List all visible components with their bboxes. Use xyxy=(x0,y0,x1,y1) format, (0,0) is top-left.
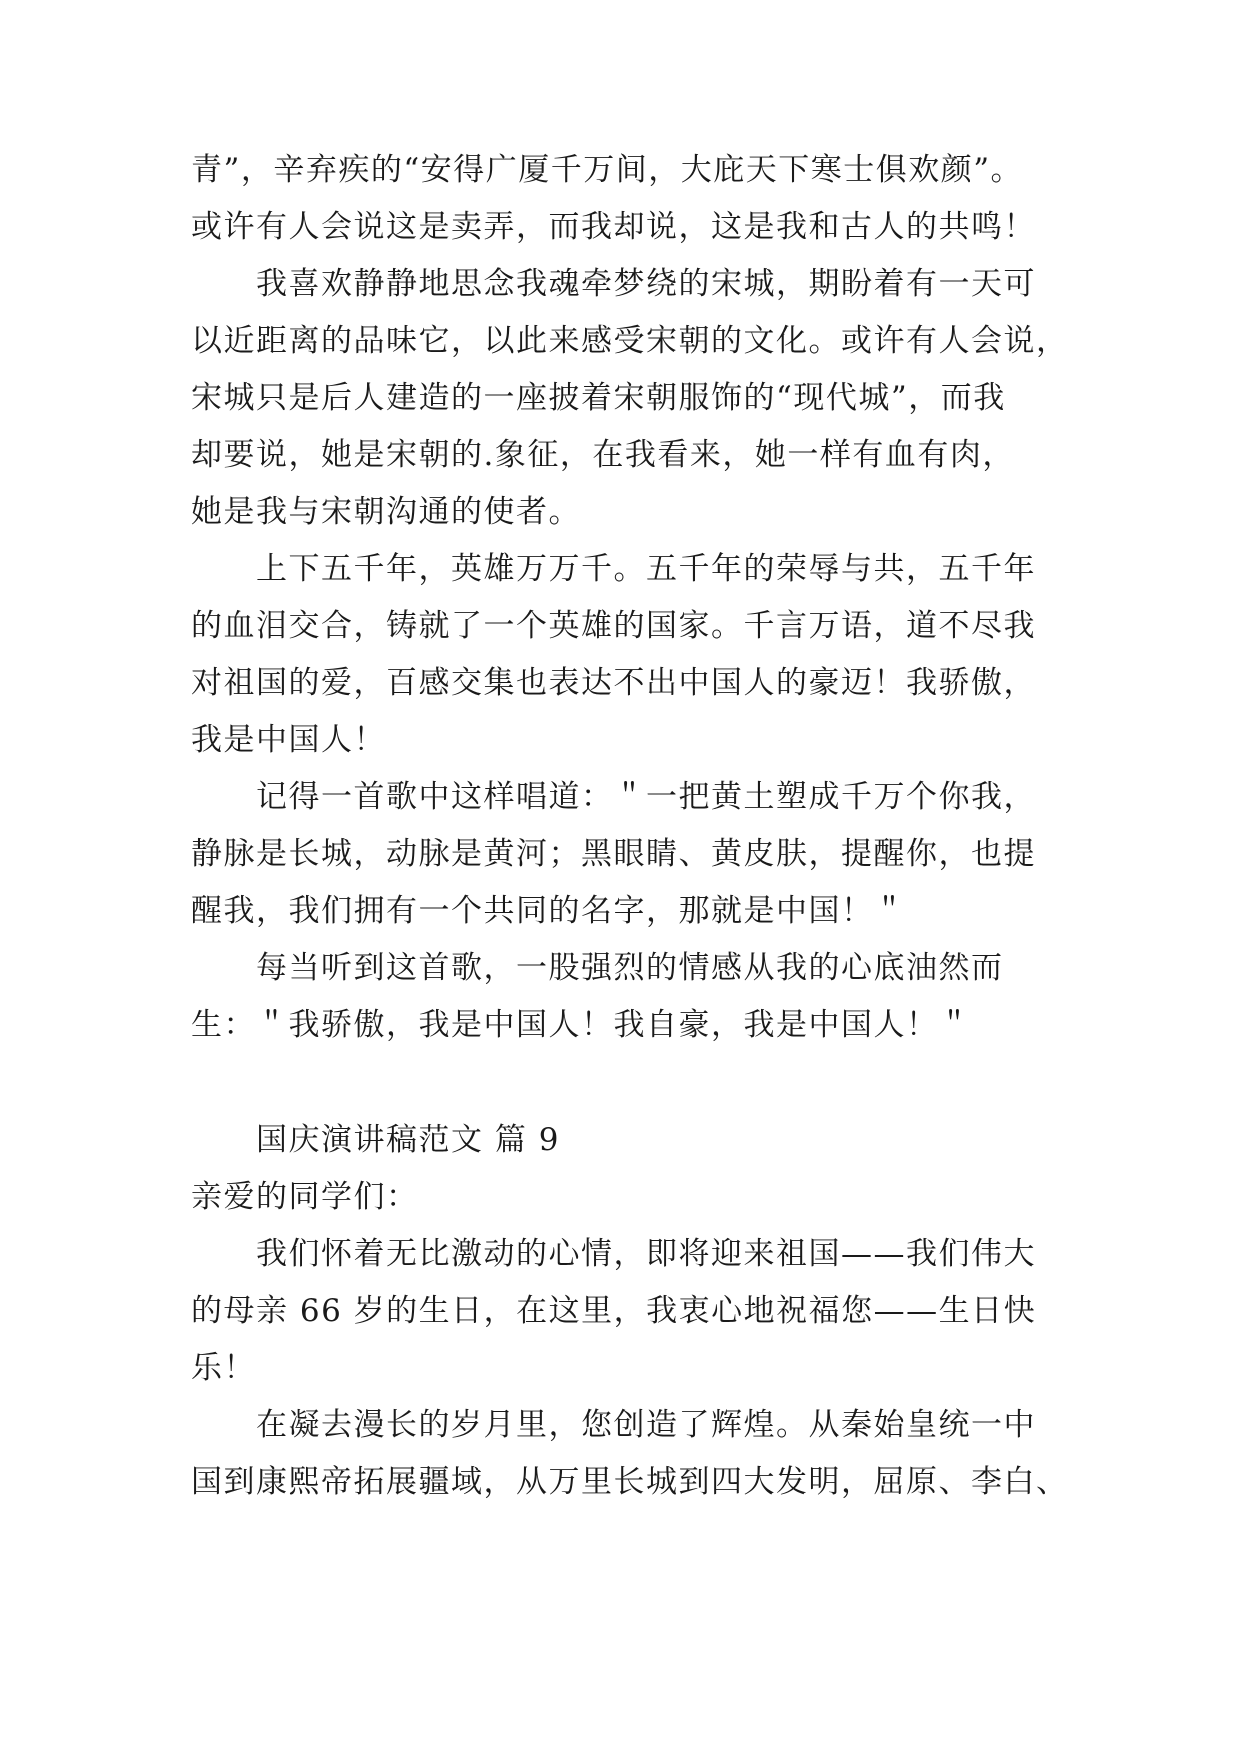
text-line: 的血泪交合，铸就了一个英雄的国家。千言万语，道不尽我 xyxy=(191,608,1036,644)
text-line: 醒我，我们拥有一个共同的名字，那就是中国！＂ xyxy=(191,893,906,929)
text-line: 的母亲 66 岁的生日，在这里，我衷心地祝福您——生日快 xyxy=(191,1293,1037,1329)
paragraph-first-line: 我们怀着无比激动的心情，即将迎来祖国——我们伟大 xyxy=(256,1236,1036,1272)
text-line: 对祖国的爱，百感交集也表达不出中国人的豪迈！我骄傲， xyxy=(191,665,1036,701)
paragraph-first-line: 我喜欢静静地思念我魂牵梦绕的宋城，期盼着有一天可 xyxy=(256,266,1036,302)
salutation: 亲爱的同学们： xyxy=(191,1179,419,1215)
text-line: 乐！ xyxy=(191,1350,256,1386)
text-line: 青”，辛弃疾的“安得广厦千万间，大庇天下寒士俱欢颜”。 xyxy=(191,152,1024,188)
text-line: 或许有人会说这是卖弄，而我却说，这是我和古人的共鸣！ xyxy=(191,209,1036,245)
text-line: 静脉是长城，动脉是黄河；黑眼睛、黄皮肤，提醒你，也提 xyxy=(191,836,1036,872)
text-line: 却要说，她是宋朝的.象征，在我看来，她一样有血有肉， xyxy=(191,437,1015,473)
text-line: 宋城只是后人建造的一座披着宋朝服饰的“现代城”，而我 xyxy=(191,380,1006,416)
paragraph-first-line: 每当听到这首歌，一股强烈的情感从我的心底油然而 xyxy=(256,950,1004,986)
paragraph-first-line: 上下五千年，英雄万万千。五千年的荣辱与共，五千年 xyxy=(256,551,1036,587)
text-line: 以近距离的品味它，以此来感受宋朝的文化。或许有人会说， xyxy=(191,323,1069,359)
section-heading: 国庆演讲稿范文 篇 9 xyxy=(256,1122,560,1158)
text-line: 她是我与宋朝沟通的使者。 xyxy=(191,494,581,530)
paragraph-first-line: 记得一首歌中这样唱道：＂一把黄土塑成千万个你我， xyxy=(256,779,1036,815)
text-line: 国到康熙帝拓展疆域，从万里长城到四大发明，屈原、李白、 xyxy=(191,1464,1069,1500)
text-line: 我是中国人！ xyxy=(191,722,386,758)
paragraph-first-line: 在凝去漫长的岁月里，您创造了辉煌。从秦始皇统一中 xyxy=(256,1407,1036,1443)
text-line: 生：＂我骄傲，我是中国人！我自豪，我是中国人！＂ xyxy=(191,1007,971,1043)
